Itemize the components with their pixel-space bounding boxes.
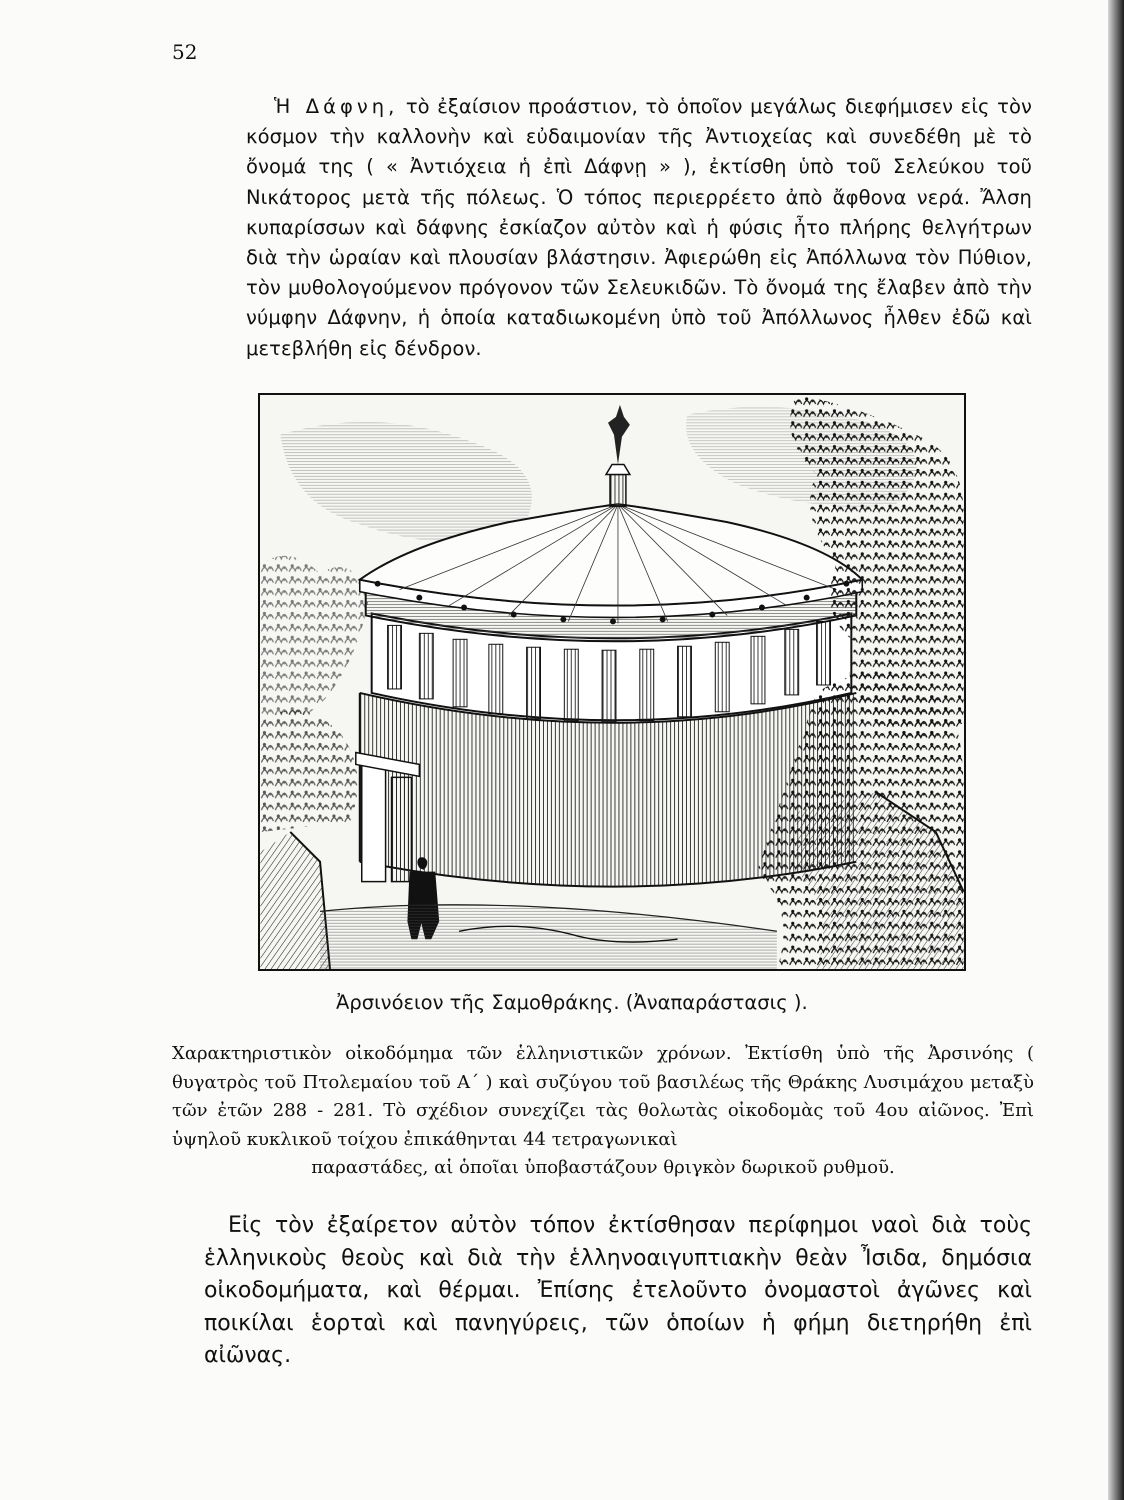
intro-paragraph <box>246 92 1032 364</box>
figure-caption-body <box>172 1040 1034 1183</box>
figure-caption-text: Χαρακτηριστικὸν οἰκοδόμημα τῶν ἑλληνιστικῶν χρόνων. Ἐκτίσθη ὑπὸ τῆς Ἀρσινόης ( θυγατρὸς τοῦ Πτολεμαίου τοῦ Α΄ ) καὶ συζύγου τοῦ βασιλέως τῆς Θράκης Λυσιμάχου μεταξὺ τῶν ἐτῶν 288 - 281. Τὸ σχέδιον συνεχίζει τὰς θολωτὰς οἰκοδομὰς τοῦ 4ου αἰῶνος. Ἐπὶ ὑψηλοῦ κυκλικοῦ τοίχου ἐπικάθηνται 44 τετραγωνικαὶ <box>172 1043 1034 1150</box>
page-edge-shadow <box>1108 0 1124 1500</box>
arsinoeion-illustration <box>258 393 966 971</box>
engraving-drawing <box>260 395 964 969</box>
daphne-name: Ἡ Δάφνη, <box>274 95 399 118</box>
intro-paragraph-text: τὸ ἐξαίσιον προάστιον, τὸ ὁποῖον μεγάλως διεφήμισεν εἰς τὸν κόσμον τὴν καλλονὴν καὶ εὐδαιμονίαν τῆς Ἀντιοχείας καὶ συνεδέθη μὲ τὸ ὄνομά της ( « Ἀντιόχεια ἡ ἐπὶ Δάφνῃ » ), ἐκτίσθη ὑπὸ τοῦ Σελεύκου τοῦ Νικάτορος μετὰ τῆς πόλεως. Ὁ τόπος περιερρέετο ἀπὸ ἄφθονα νερά. Ἄλση κυπαρίσσων καὶ δάφνης ἐσκίαζον αὐτὸν καὶ ἡ φύσις ἦτο πλήρης θελγήτρων διὰ τὴν ὡραίαν καὶ πλουσίαν βλάστησιν. Ἀφιερώθη εἰς Ἀπόλλωνα τὸν Πύθιον, τὸν μυθολογούμενον πρόγονον τῶν Σελευκιδῶν. Τὸ ὄνομά της ἔλαβεν ἀπὸ τὴν νύμφην Δάφνην, ἡ ὁποία καταδιωκομένη ὑπὸ τοῦ Ἀπόλλωνος ἦλθεν ἐδῶ καὶ μετεβλήθη εἰς δένδρον. <box>246 95 1032 360</box>
closing-paragraph: Εἰς τὸν ἐξαίρετον αὐτὸν τόπον ἐκτίσθησαν περίφημοι ναοὶ διὰ τοὺς ἑλληνικοὺς θεοὺς καὶ διὰ τὴν ἑλληνοαιγυπτιακὴν θεὰν Ἶσιδα, δημόσια οἰκοδομήματα, καὶ θέρμαι. Ἐπίσης ἐτελοῦντο ὀνομαστοὶ ἀγῶνες καὶ ποικίλαι ἑορταὶ καὶ πανηγύρεις, τῶν ὁποίων ἡ φήμη διετηρήθη ἐπὶ αἰῶνας. <box>204 1213 1032 1368</box>
figure-caption-last-line: παραστάδες, αἱ ὁποῖαι ὑποβαστάζουν θριγκὸν δωρικοῦ ρυθμοῦ. <box>311 1157 895 1179</box>
figure-caption-title: Ἀρσινόειον τῆς Σαμοθράκης. (Ἀναπαράστασις ). <box>336 991 808 1014</box>
page-number: 52 <box>172 40 198 64</box>
